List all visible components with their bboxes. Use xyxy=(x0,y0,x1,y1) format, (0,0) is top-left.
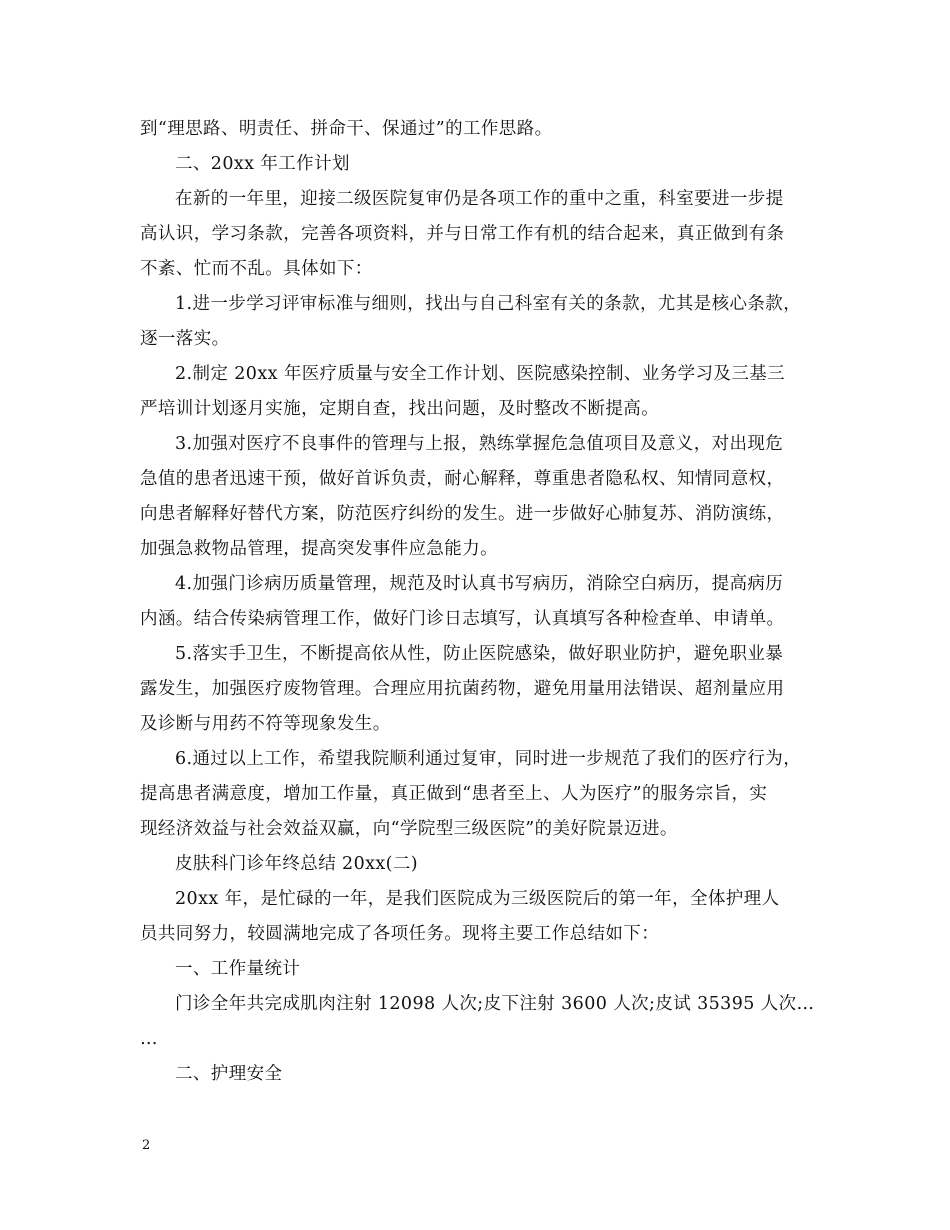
text-line: 现经济效益与社会效益双赢，向“学院型三级医院”的美好院景迈进。 xyxy=(140,819,678,839)
text-line: 6.通过以上工作，希望我院顺利通过复审，同时进一步规范了我们的医疗行为， xyxy=(175,749,802,769)
text-line: 高认识，学习条款，完善各项资料，并与日常工作有机的结合起来，真正做到有条 xyxy=(140,224,785,244)
text-line: 逐一落实。 xyxy=(140,329,230,349)
text-line: 提高患者满意度，增加工作量，真正做到“患者至上、人为医疗”的服务宗旨，实 xyxy=(140,784,768,804)
text-line: 内涵。结合传染病管理工作，做好门诊日志填写，认真填写各种检查单、申请单。 xyxy=(140,609,785,629)
page-number: 2 xyxy=(142,1138,151,1153)
text-line: 5.落实手卫生，不断提高依从性，防止医院感染，做好职业防护，避免职业暴 xyxy=(175,644,784,664)
text-line: 4.加强门诊病历质量管理，规范及时认真书写病历，消除空白病历，提高病历 xyxy=(175,574,784,594)
text-line: 2.制定 20xx 年医疗质量与安全工作计划、医院感染控制、业务学习及三基三 xyxy=(175,364,786,384)
text-line: 严培训计划逐月实施，定期自查，找出问题，及时整改不断提高。 xyxy=(140,399,660,419)
text-line: 1.进一步学习评审标准与细则，找出与自己科室有关的条款，尤其是核心条款， xyxy=(175,294,802,314)
text-line: … xyxy=(140,1029,158,1049)
section-heading: 皮肤科门诊年终总结 20xx(二) xyxy=(175,854,419,874)
text-line: 在新的一年里，迎接二级医院复审仍是各项工作的重中之重，科室要进一步提 xyxy=(175,189,784,209)
section-heading: 一、工作量统计 xyxy=(175,959,301,979)
text-line: 3.加强对医疗不良事件的管理与上报，熟练掌握危急值项目及意义，对出现危 xyxy=(175,434,784,454)
section-heading: 二、20xx 年工作计划 xyxy=(175,154,350,174)
text-line: 向患者解释好替代方案，防范医疗纠纷的发生。进一步做好心肺复苏、消防演练， xyxy=(140,504,785,524)
text-line: 20xx 年，是忙碌的一年，是我们医院成为三级医院后的第一年，全体护理人 xyxy=(175,889,780,909)
text-line: 门诊全年共完成肌肉注射 12098 人次;皮下注射 3600 人次;皮试 35395 人次… xyxy=(175,994,815,1014)
text-line: 员共同努力，较圆满地完成了各项任务。现将主要工作总结如下： xyxy=(140,924,660,944)
text-line: 到“理思路、明责任、拼命干、保通过”的工作思路。 xyxy=(140,119,553,139)
text-line: 不紊、忙而不乱。具体如下： xyxy=(140,259,373,279)
text-line: 加强急救物品管理，提高突发事件应急能力。 xyxy=(140,539,498,559)
text-line: 露发生，加强医疗废物管理。合理应用抗菌药物，避免用量用法错误、超剂量应用 xyxy=(140,679,785,699)
text-line: 急值的患者迅速干预，做好首诉负责，耐心解释，尊重患者隐私权、知情同意权， xyxy=(140,469,785,489)
section-heading: 二、护理安全 xyxy=(175,1064,283,1084)
text-line: 及诊断与用药不符等现象发生。 xyxy=(140,714,391,734)
